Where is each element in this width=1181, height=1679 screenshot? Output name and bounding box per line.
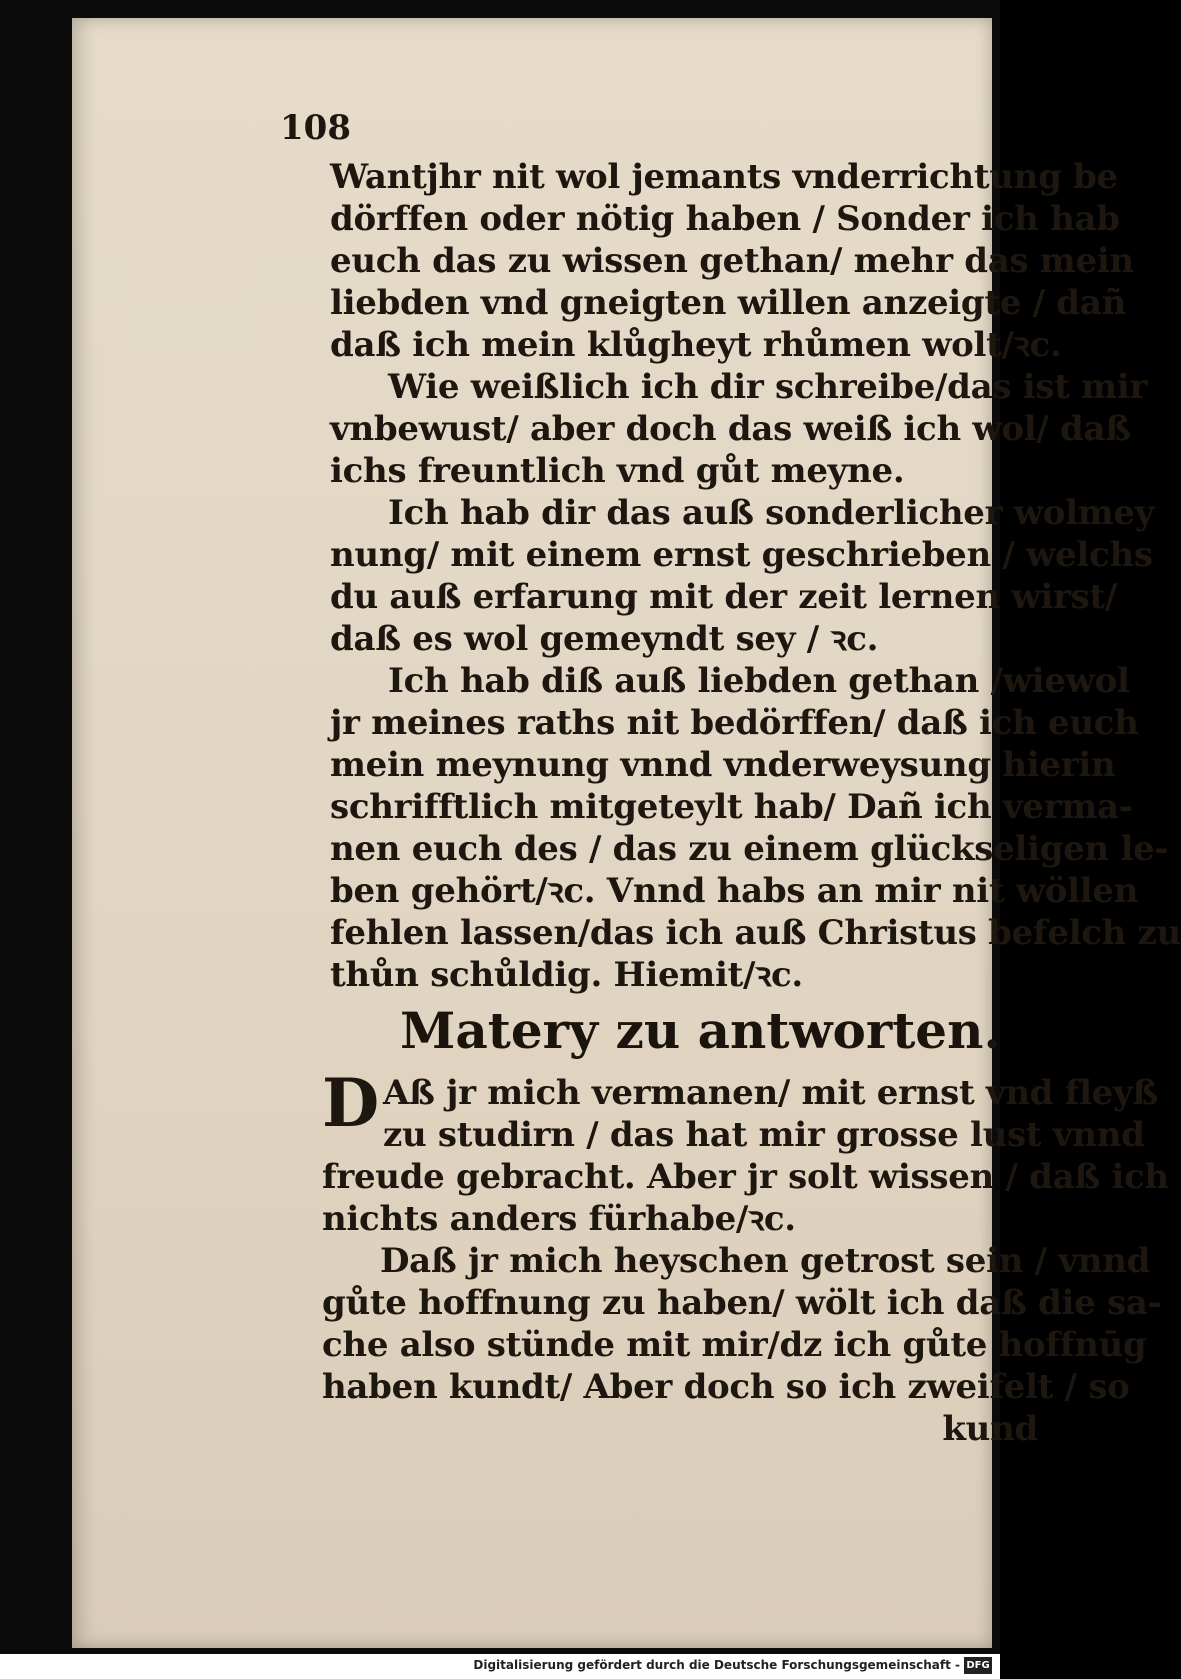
book-page bbox=[72, 18, 1181, 1648]
text-line: nichts anders fürhabe/ꝛc. bbox=[322, 1199, 796, 1239]
text-line: thůn schůldig. Hiemit/ꝛc. bbox=[330, 955, 803, 995]
dfg-logo-icon: DFG bbox=[964, 1657, 992, 1674]
text-line: liebden vnd gneigten willen anzeigte / dañ bbox=[330, 283, 1126, 323]
catchword: kund bbox=[942, 1409, 1038, 1449]
text-line: fehlen lassen/das ich auß Christus befelch zu bbox=[330, 913, 1181, 953]
section-heading: Matery zu antworten. bbox=[400, 1001, 1001, 1060]
text-line: nen euch des / das zu einem glückseligen le- bbox=[330, 829, 1169, 869]
text-line: dörffen oder nötig haben / Sonder ich hab bbox=[330, 199, 1120, 239]
text-line: schrifftlich mitgeteylt hab/ Dañ ich verma- bbox=[330, 787, 1133, 827]
text-line: daß es wol gemeyndt sey / ꝛc. bbox=[330, 619, 879, 659]
text-line: che also stünde mit mir/dz ich gůte hoffnūg bbox=[322, 1325, 1147, 1365]
text-line: Daß jr mich heyschen getrost sein / vnnd bbox=[380, 1241, 1151, 1281]
text-line: zu studirn / das hat mir grosse lust vnnd bbox=[382, 1115, 1145, 1155]
text-line: ichs freuntlich vnd gůt meyne. bbox=[330, 451, 905, 491]
drop-cap: D bbox=[322, 1064, 379, 1142]
text-line: Wie weißlich ich dir schreibe/das ist mir bbox=[388, 367, 1148, 407]
text-line: gůte hoffnung zu haben/ wölt ich daß die sa- bbox=[322, 1283, 1162, 1323]
text-line: ben gehört/ꝛc. Vnnd habs an mir nit wöllen bbox=[330, 871, 1139, 911]
text-line: Aß jr mich vermanen/ mit ernst vnd fleyß bbox=[382, 1073, 1159, 1113]
text-line: haben kundt/ Aber doch so ich zweifelt / so bbox=[322, 1367, 1130, 1407]
text-line: euch das zu wissen gethan/ mehr das mein bbox=[330, 241, 1134, 281]
text-block-letter bbox=[330, 156, 1181, 996]
footer-bar bbox=[0, 1654, 1000, 1679]
text-line: Ich hab diß auß liebden gethan /wiewol bbox=[388, 661, 1130, 701]
text-line: mein meynung vnnd vnderweysung hierin bbox=[330, 745, 1116, 785]
text-line: jr meines raths nit bedörffen/ daß ich euch bbox=[330, 703, 1139, 743]
text-line: daß ich mein klůgheyt rhůmen wolt/ꝛc. bbox=[330, 325, 1062, 365]
text-line: freude gebracht. Aber jr solt wissen / daß ich bbox=[322, 1157, 1169, 1197]
text-line: Ich hab dir das auß sonderlicher wolmey bbox=[388, 493, 1155, 533]
page-number: 108 bbox=[280, 108, 351, 148]
text-line: vnbewust/ aber doch das weiß ich wol/ daß bbox=[330, 409, 1131, 449]
text-line: Wantjhr nit wol jemants vnderrichtung be bbox=[330, 157, 1118, 197]
text-line: du auß erfarung mit der zeit lernen wirst/ bbox=[330, 577, 1118, 617]
text-block-answer bbox=[322, 1064, 1169, 1450]
funding-notice: Digitalisierung gefördert durch die Deutsche Forschungsgemeinschaft - bbox=[473, 1658, 960, 1672]
text-line: nung/ mit einem ernst geschrieben / welchs bbox=[330, 535, 1153, 575]
